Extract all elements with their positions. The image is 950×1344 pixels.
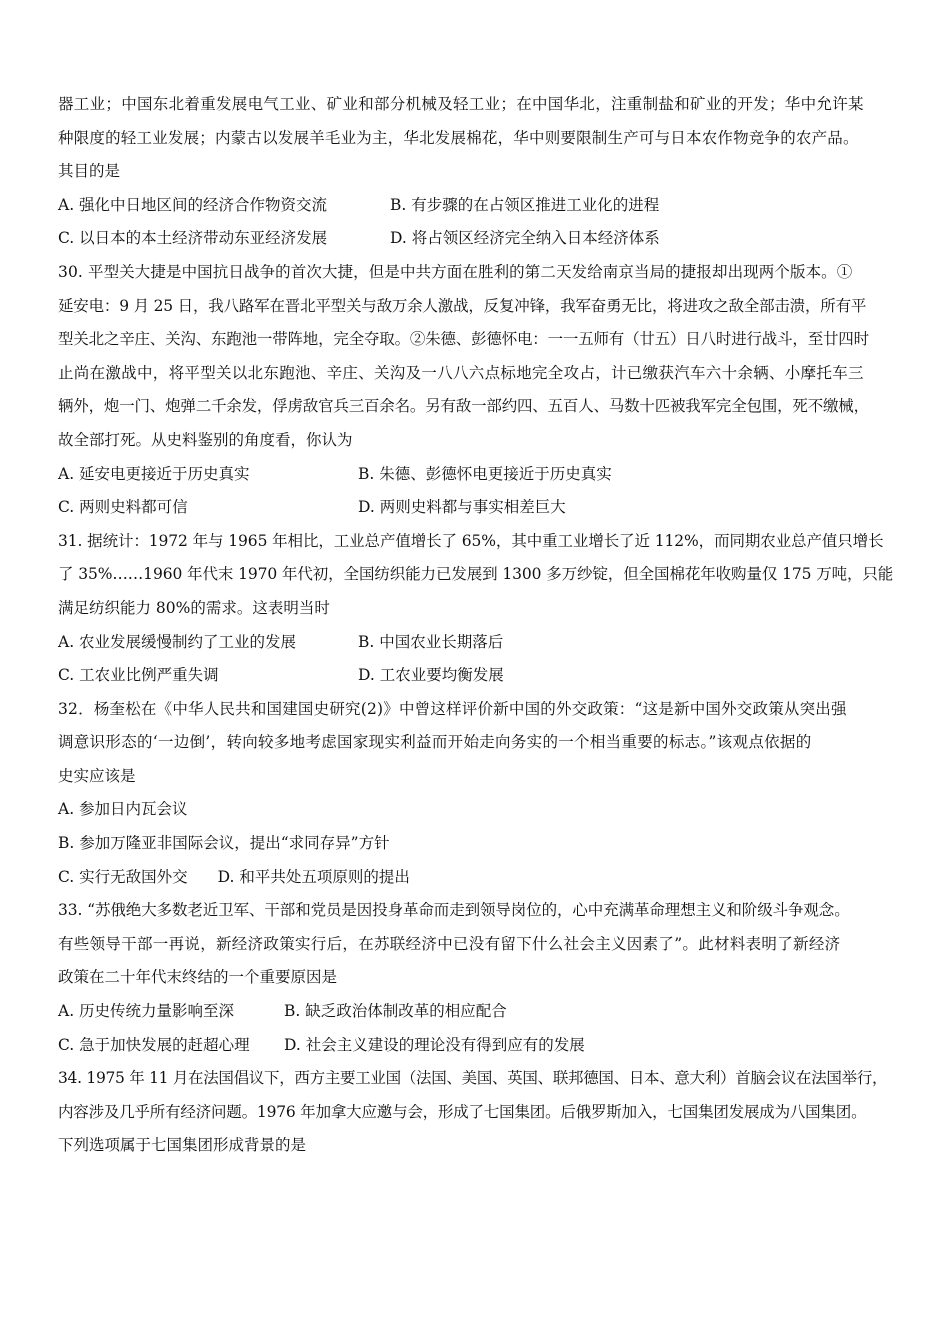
question-stem-line: 延安电：9 月 25 日，我八路军在晋北平型关与敌万余人激战，反复冲锋，我军奋勇无比，将进攻之敌全部击溃，所有平 xyxy=(58,296,867,315)
option-row xyxy=(58,458,910,492)
option-row xyxy=(58,491,910,525)
question-stem-line: 有些领导干部一再说，新经济政策实行后，在苏联经济中已没有留下什么社会主义因素了”。此材料表明了新经济 xyxy=(58,934,841,953)
question-stem-line: 故全部打死。从史料鉴别的角度看，你认为 xyxy=(58,430,353,449)
question-33 xyxy=(58,894,910,1062)
question-32 xyxy=(58,693,910,895)
question-31 xyxy=(58,525,910,693)
question-29 xyxy=(58,88,910,256)
option-b[interactable]: B. 朱德、彭德怀电更接近于历史真实 xyxy=(358,464,612,483)
option-a[interactable]: A. 延安电更接近于历史真实 xyxy=(58,464,250,483)
question-stem-line: 下列选项属于七国集团形成背景的是 xyxy=(58,1136,307,1155)
question-stem-line: 33. “苏俄绝大多数老近卫军、干部和党员是因投身革命而走到领导岗位的，心中充满革命理想主义和阶级斗争观念。 xyxy=(58,901,850,920)
question-34 xyxy=(58,1062,910,1163)
question-stem-line: 32．杨奎松在《中华人民共和国建国史研究(2)》中曾这样评价新中国的外交政策：“这是新中国外交政策从突出强 xyxy=(58,699,847,718)
question-stem-line: 其目的是 xyxy=(58,162,121,181)
question-stem-line: 辆外，炮一门、炮弹二千余发，俘虏敌官兵三百余名。另有敌一部约四、五百人、马数十匹被我军完全包围，死不缴械， xyxy=(58,397,869,416)
option-d[interactable]: D. 两则史料都与事实相差巨大 xyxy=(358,498,566,517)
option-d[interactable]: D. 将占领区经济完全纳入日本经济体系 xyxy=(390,229,660,248)
question-stem-line: 史实应该是 xyxy=(58,766,136,785)
question-stem-line: 内容涉及几乎所有经济问题。1976 年加拿大应邀与会，形成了七国集团。后俄罗斯加入，七国集团发展成为八国集团。 xyxy=(58,1102,867,1121)
option-a[interactable]: A. 参加日内瓦会议 xyxy=(58,800,188,819)
option-c[interactable]: C. 以日本的本土经济带动东亚经济发展 xyxy=(58,229,328,248)
question-stem-line: 种限度的轻工业发展；内蒙古以发展羊毛业为主，华北发展棉花，华中则要限制生产可与日本农作物竞争的农产品。 xyxy=(58,128,859,147)
option-c[interactable]: C. 工农业比例严重失调 xyxy=(58,666,219,685)
question-stem-line: 政策在二十年代末终结的一个重要原因是 xyxy=(58,968,338,987)
question-30 xyxy=(58,256,910,525)
option-row xyxy=(58,189,910,223)
option-d[interactable]: D. 和平共处五项原则的提出 xyxy=(217,867,410,886)
question-stem-line: 止尚在激战中，将平型关以北东跑池、辛庄、关沟及一八八六点标地完全攻占，计已缴获汽车六十余辆、小摩托车三 xyxy=(58,363,864,382)
exam-page xyxy=(58,88,910,1163)
question-stem-line: 型关北之辛庄、关沟、东跑池一带阵地，完全夺取。②朱德、彭德怀电：一一五师有（廿五）日八时进行战斗，至廿四时 xyxy=(58,330,869,349)
option-b[interactable]: B. 有步骤的在占领区推进工业化的进程 xyxy=(390,195,660,214)
option-row xyxy=(58,1029,910,1063)
question-stem-line: 满足纺织能力 80%的需求。这表明当时 xyxy=(58,598,330,617)
option-c[interactable]: C. 急于加快发展的赶超心理 xyxy=(58,1035,250,1054)
option-b[interactable]: B. 缺乏政治体制改革的相应配合 xyxy=(284,1002,507,1021)
question-stem-line: 器工业；中国东北着重发展电气工业、矿业和部分机械及轻工业；在中国华北，注重制盐和矿业的开发；华中允许某 xyxy=(58,95,864,113)
option-c[interactable]: C. 实行无敌国外交 xyxy=(58,867,188,886)
option-a[interactable]: A. 强化中日地区间的经济合作物资交流 xyxy=(58,195,328,214)
question-stem-line: 31. 据统计：1972 年与 1965 年相比，工业总产值增长了 65%，其中重工业增长了近 112%，而同期农业总产值只增长 xyxy=(58,531,884,550)
option-d[interactable]: D. 工农业要均衡发展 xyxy=(358,666,504,685)
option-row xyxy=(58,995,910,1029)
option-c[interactable]: C. 两则史料都可信 xyxy=(58,498,188,517)
option-row xyxy=(58,861,910,895)
option-d[interactable]: D. 社会主义建设的理论没有得到应有的发展 xyxy=(284,1035,585,1054)
option-row xyxy=(58,222,910,256)
option-row xyxy=(58,626,910,660)
option-row xyxy=(58,659,910,693)
option-a[interactable]: A. 历史传统力量影响至深 xyxy=(58,1002,235,1021)
option-a[interactable]: A. 农业发展缓慢制约了工业的发展 xyxy=(58,632,297,651)
question-stem-line: 34. 1975 年 11 月在法国倡议下，西方主要工业国（法国、美国、英国、联邦德国、日本、意大利）首脑会议在法国举行， xyxy=(58,1069,888,1088)
option-b[interactable]: B. 参加万隆亚非国际会议，提出“求同存异”方针 xyxy=(58,834,390,853)
question-stem-line: 了 35%……1960 年代末 1970 年代初，全国纺织能力已发展到 1300 多万纱锭，但全国棉花年收购量仅 175 万吨，只能 xyxy=(58,565,894,584)
option-b[interactable]: B. 中国农业长期落后 xyxy=(358,632,504,651)
question-stem-line: 30. 平型关大捷是中国抗日战争的首次大捷，但是中共方面在胜利的第二天发给南京当局的捷报却出现两个版本。① xyxy=(58,262,853,281)
question-stem-line: 调意识形态的‘一边倒’，转向较多地考虑国家现实利益而开始走向务实的一个相当重要的标志。”该观点依据的 xyxy=(58,733,812,752)
